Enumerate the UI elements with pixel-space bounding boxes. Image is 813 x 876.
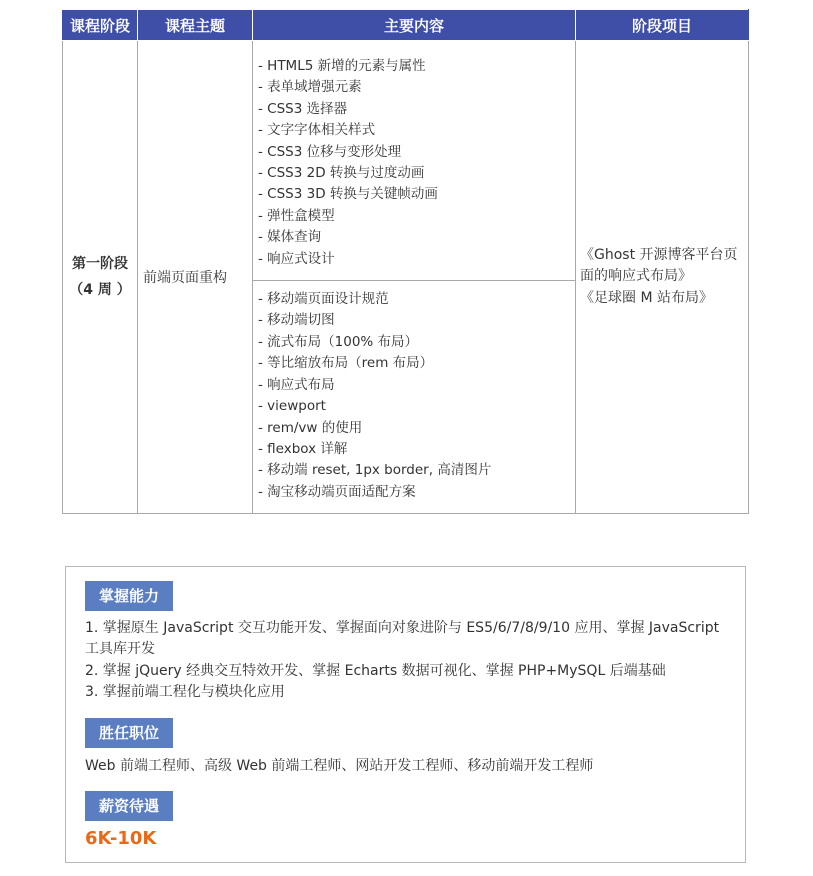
stage-label: 第一阶段 xyxy=(72,256,128,273)
list-item: - 等比缩放布局（rem 布局） xyxy=(258,355,434,372)
skill-item: 1. 掌握原生 JavaScript 交互功能开发、掌握面向对象进阶与 ES5/6/7/8/9/10 应用、掌握 JavaScript 工具库开发 xyxy=(85,620,720,658)
list-item: - HTML5 新增的元素与属性 xyxy=(258,58,426,74)
positions-tag: 胜任职位 xyxy=(85,718,173,748)
list-item: - 移动端 reset, 1px border, 高清图片 xyxy=(258,462,492,479)
salary-tag: 薪资待遇 xyxy=(85,791,173,821)
content-block-mobile xyxy=(253,280,575,513)
list-item: - CSS3 3D 转换与关键帧动画 xyxy=(258,186,438,203)
list-item: - 响应式设计 xyxy=(258,250,335,267)
list-item: - rem/vw 的使用 xyxy=(258,419,363,436)
project-cell xyxy=(576,41,749,514)
list-item: - flexbox 详解 xyxy=(258,440,348,457)
header-content: 主要内容 xyxy=(253,10,576,41)
salary-value: 6K-10K xyxy=(85,828,157,849)
list-item: - 移动端切图 xyxy=(258,312,335,329)
stage-duration: （4 周 ） xyxy=(69,282,131,299)
topic-cell: 前端页面重构 xyxy=(138,41,253,514)
list-item: - viewport xyxy=(258,398,326,415)
table-row xyxy=(63,41,749,514)
list-item: - 淘宝移动端页面适配方案 xyxy=(258,483,416,500)
list-item: - CSS3 位移与变形处理 xyxy=(258,143,402,160)
project-item: 《足球圈 M 站布局》 xyxy=(580,289,713,306)
header-stage: 课程阶段 xyxy=(63,10,138,41)
skill-item: 3. 掌握前端工程化与模块化应用 xyxy=(85,684,285,701)
list-item: - 流式布局（100% 布局） xyxy=(258,333,419,350)
list-item: - 媒体查询 xyxy=(258,229,322,246)
list-item: - CSS3 选择器 xyxy=(258,100,348,117)
list-item: - 移动端页面设计规范 xyxy=(258,291,389,308)
list-item: - 表单域增强元素 xyxy=(258,79,362,96)
skills-list xyxy=(85,618,735,704)
project-item: 《Ghost 开源博客平台页面的响应式布局》 xyxy=(580,246,738,285)
positions-text: Web 前端工程师、高级 Web 前端工程师、网站开发工程师、移动前端开发工程师 xyxy=(85,758,594,774)
list-item: - CSS3 2D 转换与过度动画 xyxy=(258,165,425,182)
content-cell xyxy=(253,41,576,514)
skill-item: 2. 掌握 jQuery 经典交互特效开发、掌握 Echarts 数据可视化、掌握 PHP+MySQL 后端基础 xyxy=(85,662,666,679)
header-project: 阶段项目 xyxy=(576,10,749,41)
header-topic: 课程主题 xyxy=(138,10,253,41)
outcome-panel xyxy=(65,566,746,863)
skills-tag: 掌握能力 xyxy=(85,581,173,611)
list-item: - 文字字体相关样式 xyxy=(258,122,376,139)
content-block-desktop xyxy=(253,41,575,280)
list-item: - 响应式布局 xyxy=(258,376,335,393)
list-item: - 弹性盒模型 xyxy=(258,207,335,224)
course-table xyxy=(62,9,749,514)
stage-cell xyxy=(63,41,138,514)
table-header-row xyxy=(63,10,749,41)
